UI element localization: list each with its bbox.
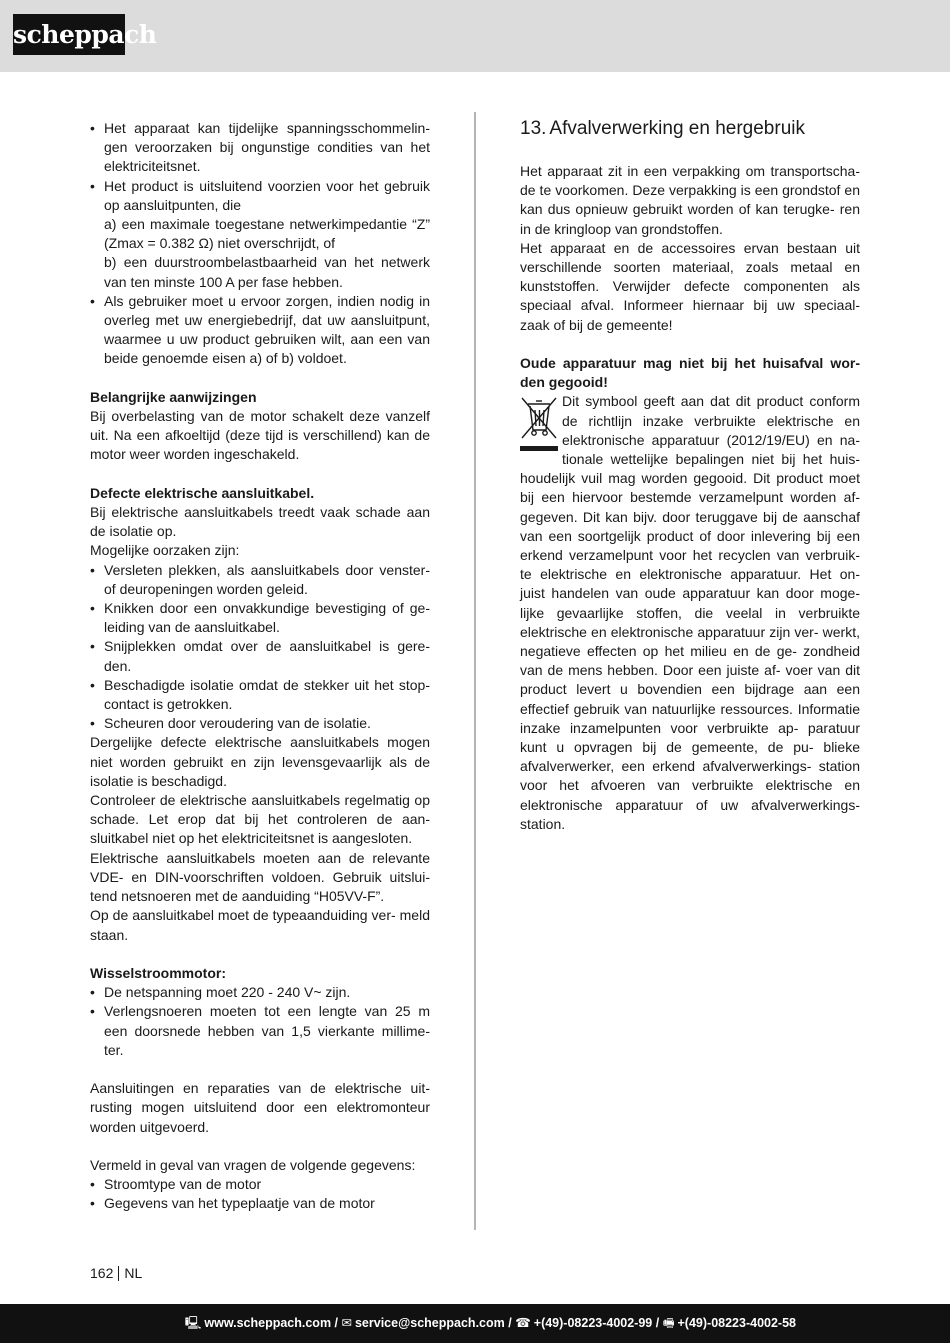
list-item: • Beschadigde isolatie omdat de stekker uit het stop- contact is getrokken. <box>90 676 430 714</box>
list-item: • Snijplekken omdat over de aansluitkabel is gere- den. <box>90 637 430 675</box>
condition-a: a) een maximale toegestane netwerkimpedantie “Z” (Zmax = 0.382 Ω) niet overschrijdt, of <box>104 216 430 252</box>
left-column <box>90 119 430 1214</box>
motor-bullet-list <box>90 983 430 1060</box>
paragraph: Op de aansluitkabel moet de typeaanduiding ver- meld staan. <box>90 907 430 943</box>
list-item: • Scheuren door veroudering van de isolatie. <box>90 714 430 733</box>
list-item: • Versleten plekken, als aansluitkabels door venster- of deuropeningen worden geleid. <box>90 561 430 599</box>
weee-heading: Oude apparatuur mag niet bij het huisafval wor- den gegooid! <box>520 355 860 391</box>
computer-icon: 🖳 <box>184 1316 202 1330</box>
fax-icon: 🖷 <box>662 1316 675 1330</box>
list-item: • Gegevens van het typeplaatje van de motor <box>90 1194 430 1213</box>
page-header <box>0 0 950 72</box>
list-item: • Stroomtype van de motor <box>90 1175 430 1194</box>
page-number-value: 162 <box>90 1265 114 1281</box>
section-number: 13. <box>520 118 547 139</box>
paragraph: Dergelijke defecte elektrische aansluitkabels mogen niet worden gebruikt en zijn levensgevaarlijk als de isolatie is beschadigd. <box>90 734 430 789</box>
page-language: NL <box>124 1265 143 1281</box>
defect-causes-label: Mogelijke oorzaken zijn: <box>90 542 240 559</box>
weee-text: Dit symbool geeft aan dat dit product conform de richtlijn inzake verbruikte elektrische en elektronische apparatuur (2012/19/EU) en na- tionale wettelijke bepalingen niet bij het huis- houdelijk vuil mag worden gegooid. Dit product moet bij een hiervoor bestemde verzamelpunt worden af- gegeven. Dit kan bijv. door teruggave bij de aanschaf van een soortgelijk product of door inlevering bij een erkend verzamelpunt voor het recyclen van verbruik- te elektrische en elektronische apparatuur. Het on- juist handelen van oude apparatuur kan door moge- lijke gevaarlijke stoffen, die veelal in verbruikte elektrische en elektronische apparatuur zijn ver- werkt, negatieve effecten op het milieu en de ge- zondheid van de mens hebben. Door een juiste af- voer van dit product levert u bovendien een bijdrage aan een effectief gebruik van natuurlijke ressources. Informatie inzake inzamelpunten voor verbruikte ap- paratuur kunt u opvragen bij de gemeente, de pu- blieke afvalverwerker, een erkend afvalverwerkings- station voor het afvoeren van verbruikte elektrische en elektronische apparatuur of uw afvalverwerkings- station. <box>520 393 860 832</box>
important-heading: Belangrijke aanwijzingen <box>90 388 257 405</box>
intro-bullet-list <box>90 119 430 369</box>
footer-email[interactable]: service@scheppach.com / <box>354 1316 512 1330</box>
section-title: Afvalverwerking en hergebruik <box>549 118 805 139</box>
paragraph: Het apparaat en de accessoires ervan bestaan uit verschillende soorten materiaal, zoals metaal en kunststoffen. Verwijder defecte componenten als speciaal afval. Informeer hiernaar bij uw speciaal- zaak of bij de gemeente! <box>520 239 860 333</box>
crossed-out-bin-icon <box>520 394 558 454</box>
paragraph: Controleer de elektrische aansluitkabels regelmatig op schade. Let erop dat bij het controleren de aan- sluitkabel niet op het elektriciteitsnet is aangesloten. <box>90 792 430 847</box>
defect-intro: Bij elektrische aansluitkabels treedt vaak schade aan de isolatie op. <box>90 504 430 540</box>
list-item: • Als gebruiker moet u ervoor zorgen, indien nodig in overleg met uw energiebedrijf, dat uw aansluitpunt, waarmee u uw product gebruiken wilt, aan een van beide genoemde eisen a) of b) voldoet. <box>90 292 430 369</box>
motor-heading: Wisselstroommotor: <box>90 964 227 981</box>
section-heading <box>520 119 860 139</box>
footer-fax: +(49)-08223-4002-58 <box>677 1316 796 1330</box>
footer-website[interactable]: www.scheppach.com / <box>204 1316 339 1330</box>
list-item <box>90 177 430 292</box>
questions-intro: Vermeld in geval van vragen de volgende gegevens: <box>90 1156 416 1173</box>
list-item: • Verlengsnoeren moeten tot een lengte van 25 m een doorsnede hebben van 1,5 vierkante millime- ter. <box>90 1002 430 1060</box>
column-divider <box>474 112 476 1230</box>
mail-icon: ✉ <box>341 1316 352 1330</box>
defect-cable-heading: Defecte elektrische aansluitkabel. <box>90 484 315 501</box>
important-text: Bij overbelasting van de motor schakelt deze vanzelf uit. Na een afkoeltijd (deze tijd is verschillend) kan de motor weer worden ingeschakeld. <box>90 408 430 463</box>
page-number <box>90 1265 142 1282</box>
repair-notice: Aansluitingen en reparaties van de elektrische uit- rusting mogen uitsluitend door een elektromonteur worden uitgevoerd. <box>90 1080 430 1135</box>
list-item: • Knikken door een onvakkundige bevestiging of ge- leiding van de aansluitkabel. <box>90 599 430 637</box>
list-item: • De netspanning moet 220 - 240 V~ zijn. <box>90 983 430 1002</box>
condition-b: b) een duurstroombelastbaarheid van het netwerk van ten minste 100 A per fase hebben. <box>104 254 430 290</box>
questions-bullet-list <box>90 1175 430 1213</box>
right-column <box>520 119 860 834</box>
defect-cause-list <box>90 561 430 734</box>
list-item-text: Het product is uitsluitend voorzien voor het gebruik op aansluitpunten, die <box>104 177 430 213</box>
page-number-separator <box>118 1266 119 1281</box>
list-item: • Het apparaat kan tijdelijke spanningsschommelin- gen veroorzaken bij ongunstige condities van het elektriciteitsnet. <box>90 119 430 177</box>
scheppach-logo: scheppach <box>13 14 125 55</box>
footer-phone: +(49)-08223-4002-99 / <box>533 1316 660 1330</box>
phone-icon: ☎ <box>515 1316 531 1330</box>
page-footer <box>0 1304 950 1343</box>
paragraph: Het apparaat zit in een verpakking om transportscha- de te voorkomen. Deze verpakking is een grondstof en kan dus opnieuw gebruikt worden of kan terugke- ren in de kringloop van grondstoffen. <box>520 163 860 237</box>
paragraph: Elektrische aansluitkabels moeten aan de relevante VDE- en DIN-voorschriften voldoen. Gebruik uitslui- tend netsnoeren met de aanduiding “H05VV-F”. <box>90 849 430 905</box>
